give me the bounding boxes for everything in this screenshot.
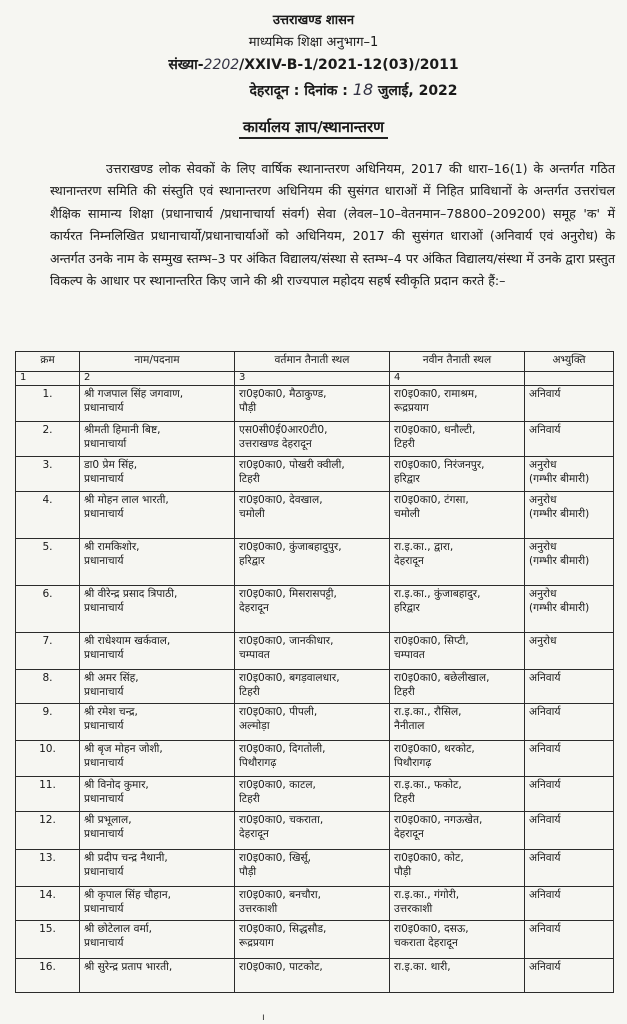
remark-cell [525,777,614,812]
table-row [16,457,614,492]
current-school: रा0इ0का0, काटल, [239,779,316,791]
new-posting-cell [390,704,525,741]
person-name: श्री बृज मोहन जोशी, [84,743,163,755]
current-district: चम्पावत [239,649,270,661]
current-district: देहरादून [239,602,269,614]
remark-cell [525,386,614,422]
remark-type: अनिवार्य [529,706,561,718]
new-district: टिहरी [394,438,415,450]
new-school: रा0इ0का0, निरंजनपुर, [394,459,485,471]
serial-cell [16,422,80,457]
current-posting-cell [235,539,390,586]
new-school: रा0इ0का0, रामाश्रम, [394,388,478,400]
serial-number: 6. [42,588,53,600]
current-posting-cell [235,386,390,422]
current-school: रा0इ0का0, बनचौरा, [239,889,321,901]
current-posting-cell [235,741,390,777]
table-row [16,850,614,887]
current-posting-cell [235,422,390,457]
order-number-line [0,55,627,74]
new-posting-cell [390,386,525,422]
designation: प्रधानाचार्य [84,555,124,567]
date-suffix: जुलाई, 2022 [378,83,458,99]
column-number-row [16,372,614,386]
new-posting-cell [390,539,525,586]
current-school: रा0इ0का0, कुंजाबहादुपुर, [239,541,342,553]
serial-number: 11. [39,779,56,791]
header-serial: क्रम [16,352,80,372]
serial-cell [16,386,80,422]
table-row [16,386,614,422]
name-cell [80,539,235,586]
current-school: रा0इ0का0, मैठाकुण्ड, [239,388,327,400]
name-cell [80,492,235,539]
new-school: रा0इ0का0, थरकोट, [394,743,475,755]
new-district: टिहरी [394,793,415,805]
person-name: श्री विनोद कुमार, [84,779,149,791]
new-district: नैनीताल [394,720,425,732]
serial-number: 9. [42,706,53,718]
person-name: श्री सुरेन्द्र प्रताप भारती, [84,961,173,973]
remark-cell [525,741,614,777]
remark-cell [525,887,614,921]
table-row [16,586,614,633]
remark-type: अनिवार्य [529,889,561,901]
order-suffix: /XXIV-B-1/2021-12(03)/2011 [239,57,459,73]
serial-number: 10. [39,743,56,755]
subject-heading [0,117,627,137]
transfer-table [15,351,614,993]
current-posting-cell [235,670,390,704]
new-school: रा0इ0का0, धनौल्टी, [394,424,476,436]
col-number [525,372,614,386]
designation: प्रधानाचार्य [84,686,124,698]
current-posting-cell [235,457,390,492]
current-school: रा0इ0का0, चकराता, [239,814,324,826]
subject-text: कार्यालय ज्ञाप/स्थानान्तरण [239,118,388,139]
serial-cell [16,704,80,741]
remark-cell [525,492,614,539]
current-district: देहरादून [239,828,269,840]
designation: प्रधानाचार्य [84,866,124,878]
person-name: श्री छोटेलाल वर्मा, [84,923,152,935]
person-name: श्री वीरेन्द्र प्रसाद त्रिपाठी, [84,588,178,600]
header-name: नाम/पदनाम [80,352,235,372]
department-section: माध्यमिक शिक्षा अनुभाग–1 [248,35,379,50]
remark-cell [525,457,614,492]
current-posting-cell [235,704,390,741]
serial-number: 5. [42,541,53,553]
name-cell [80,704,235,741]
current-school: रा0इ0का0, जानकीधार, [239,635,334,647]
person-name: श्री रामकिशोर, [84,541,140,553]
header-current-posting: वर्तमान तैनाती स्थल [235,352,390,372]
new-posting-cell [390,586,525,633]
new-district: पिथौरागढ़ [394,757,432,769]
serial-cell [16,539,80,586]
designation: प्रधानाचार्य [84,793,124,805]
current-posting-cell [235,812,390,850]
new-posting-cell [390,959,525,993]
designation: प्रधानाचार्य [84,937,124,949]
current-posting-cell [235,586,390,633]
table-row [16,633,614,670]
remark-type: अनुरोध [529,541,557,553]
remark-type: अनिवार्य [529,388,561,400]
new-district: टिहरी [394,686,415,698]
designation: प्रधानाचार्य [84,402,124,414]
remark-type: अनिवार्य [529,779,561,791]
serial-number: 2. [42,424,53,436]
table-row [16,422,614,457]
new-school: रा0इ0का0, दसऊ, [394,923,469,935]
remark-type: अनिवार्य [529,672,561,684]
current-school: रा0इ0का0, देवखाल, [239,494,323,506]
remark-cell [525,422,614,457]
new-district: चमोली [394,508,420,520]
table-row [16,777,614,812]
serial-cell [16,887,80,921]
table-row [16,812,614,850]
new-school: रा.इ.का., फकोट, [394,779,462,791]
serial-number: 13. [39,852,56,864]
col-number: 1 [16,372,80,386]
date-day: 18 [352,80,374,99]
designation: प्रधानाचार्या [84,438,127,450]
current-district: टिहरी [239,473,260,485]
name-cell [80,670,235,704]
person-name: श्री राधेश्याम खर्कवाल, [84,635,171,647]
current-district: अल्मोड़ा [239,720,270,732]
current-school: एस0सी0ई0आर0टी0, [239,424,328,436]
current-district: उत्तराखण्ड देहरादून [239,438,312,450]
person-name: श्री अमर सिंह, [84,672,139,684]
remark-type: अनुरोध [529,635,557,647]
person-name: श्री गजपाल सिंह जगवाण, [84,388,184,400]
name-cell [80,386,235,422]
serial-number: 16. [39,961,56,973]
table-row [16,959,614,993]
remark-type: अनिवार्य [529,852,561,864]
current-district: रूद्रप्रयाग [239,937,274,949]
remark-type: अनुरोध [529,494,557,506]
name-cell [80,921,235,959]
serial-number: 12. [39,814,56,826]
current-district: उत्तरकाशी [239,903,278,915]
new-district: हरिद्वार [394,602,420,614]
new-district: चकराता देहरादून [394,937,458,949]
table-row [16,492,614,539]
name-cell [80,422,235,457]
new-posting-cell [390,741,525,777]
designation: प्रधानाचार्य [84,828,124,840]
serial-cell [16,633,80,670]
col-number: 2 [80,372,235,386]
new-school: रा0इ0का0, सिप्टी, [394,635,469,647]
new-posting-cell [390,457,525,492]
person-name: डा0 प्रेम सिंह, [84,459,138,471]
remark-type: अनिवार्य [529,961,561,973]
current-school: रा0इ0का0, सिद्धसौड, [239,923,327,935]
remark-type: अनुरोध [529,588,557,600]
name-cell [80,741,235,777]
table-row [16,539,614,586]
current-posting-cell [235,633,390,670]
remark-reason: (गम्भीर बीमारी) [529,508,590,520]
current-district: पौड़ी [239,866,257,878]
designation: प्रधानाचार्य [84,649,124,661]
current-posting-cell [235,492,390,539]
current-posting-cell [235,921,390,959]
new-district: देहरादून [394,828,424,840]
new-posting-cell [390,921,525,959]
remark-type: अनिवार्य [529,424,561,436]
designation: प्रधानाचार्य [84,473,124,485]
serial-cell [16,777,80,812]
current-district: टिहरी [239,793,260,805]
new-district: रूद्रप्रयाग [394,402,429,414]
serial-cell [16,741,80,777]
new-district: चम्पावत [394,649,425,661]
designation: प्रधानाचार्य [84,720,124,732]
new-school: रा.इ.का., कुंजाबहादुर, [394,588,481,600]
name-cell [80,777,235,812]
name-cell [80,586,235,633]
new-school: रा0इ0का0, कोट, [394,852,464,864]
remark-cell [525,850,614,887]
person-name: श्री कृपाल सिंह चौहान, [84,889,172,901]
table-row [16,887,614,921]
new-school: रा0इ0का0, टंगसा, [394,494,469,506]
table-row [16,921,614,959]
serial-number: 1. [42,388,53,400]
new-district: हरिद्वार [394,473,420,485]
current-district: चमोली [239,508,265,520]
table-row [16,670,614,704]
name-cell [80,633,235,670]
table-header-row [16,352,614,372]
serial-cell [16,959,80,993]
current-school: रा0इ0का0, पोखरी क्वीली, [239,459,345,471]
current-posting-cell [235,850,390,887]
current-posting-cell [235,887,390,921]
current-posting-cell [235,959,390,993]
serial-cell [16,457,80,492]
new-posting-cell [390,422,525,457]
remark-cell [525,539,614,586]
remark-reason: (गम्भीर बीमारी) [529,555,590,567]
serial-number: 14. [39,889,56,901]
date-line [40,80,627,100]
remark-cell [525,704,614,741]
remark-type: अनिवार्य [529,923,561,935]
new-school: रा.इ.का., रौसिल, [394,706,462,718]
new-school: रा.इ.का., गंगोरी, [394,889,460,901]
name-cell [80,457,235,492]
current-school: रा0इ0का0, पीपली, [239,706,318,718]
designation: प्रधानाचार्य [84,602,124,614]
serial-cell [16,812,80,850]
new-posting-cell [390,777,525,812]
serial-number: 7. [42,635,53,647]
remark-cell [525,586,614,633]
serial-cell [16,492,80,539]
remark-type: अनुरोध [529,459,557,471]
current-school: रा0इ0का0, दिगतोली, [239,743,326,755]
current-school: रा0इ0का0, बगड़वालधार, [239,672,340,684]
new-district: पौड़ी [394,866,412,878]
table-row [16,741,614,777]
name-cell [80,887,235,921]
name-cell [80,812,235,850]
remark-reason: (गम्भीर बीमारी) [529,602,590,614]
paragraph-text: उत्तराखण्ड लोक सेवकों के लिए वार्षिक स्थानान्तरण अधिनियम, 2017 की धारा–16(1) के अन्तर्गत गठित स्थानान्तरण समिति की संस्तुति एवं स्थानान्तरण अधिनियम की सुसंगत धाराओं में निहित प्राविधानों के अन्तर्गत उत्तरांचल शैक्षिक सामान्य शिक्षा (प्रधानाचार्य /प्रधानाचार्या संवर्ग) सेवा (लेवल–10–वेतनमान–78800–209200) समूह 'क' में कार्यरत निम्नलिखित प्रधानाचार्यो/प्रधानाचार्याओं को अधिनियम, 2017 की सुसंगत धाराओं (अनिवार्य एवं अनुरोध) के अन्तर्गत उनके नाम के सम्मुख स्तम्भ–3 पर अंकित विद्यालय/संस्था से स्तम्भ–4 पर अंकित विद्यालय/संस्था में उनके द्वारा प्रस्तुत विकल्प के आधार पर स्थानान्तरित किए जाने की श्री राज्यपाल महोदय सहर्ष स्वीकृति प्रदान करते हैं:– [50,161,615,289]
name-cell [80,850,235,887]
remark-cell [525,633,614,670]
new-posting-cell [390,670,525,704]
person-name: श्री मोहन लाल भारती, [84,494,169,506]
new-school: रा0इ0का0, बछेलीखाल, [394,672,490,684]
serial-number: 15. [39,923,56,935]
current-district: पिथौरागढ़ [239,757,277,769]
new-district: देहरादून [394,555,424,567]
current-school: रा0इ0का0, मिसरासपट्टी, [239,588,337,600]
serial-number: 4. [42,494,53,506]
designation: प्रधानाचार्य [84,508,124,520]
designation: प्रधानाचार्य [84,903,124,915]
page-mark: ı [262,1012,265,1023]
remark-cell [525,812,614,850]
serial-number: 8. [42,672,53,684]
new-posting-cell [390,492,525,539]
name-cell [80,959,235,993]
order-number: 2202 [203,57,240,73]
header-remarks: अभ्युक्ति [525,352,614,372]
serial-cell [16,850,80,887]
remark-type: अनिवार्य [529,814,561,826]
new-school: रा.इ.का. थारी, [394,961,451,973]
new-posting-cell [390,633,525,670]
table-body [16,386,614,993]
new-school: रा.इ.का., द्वारा, [394,541,454,553]
new-district: उत्तरकाशी [394,903,433,915]
col-number: 4 [390,372,525,386]
date-prefix: देहरादून : दिनांक : [249,83,348,99]
remark-cell [525,670,614,704]
remark-type: अनिवार्य [529,743,561,755]
serial-cell [16,921,80,959]
new-posting-cell [390,850,525,887]
serial-number: 3. [42,459,53,471]
new-posting-cell [390,812,525,850]
person-name: श्री प्रदीप चन्द्र नैथानी, [84,852,168,864]
current-school: रा0इ0का0, खिर्सू, [239,852,312,864]
current-district: टिहरी [239,686,260,698]
serial-cell [16,670,80,704]
person-name: श्री रमेश चन्द्र, [84,706,138,718]
current-school: रा0इ0का0, पाटकोट, [239,961,323,973]
designation: प्रधानाचार्य [84,757,124,769]
serial-cell [16,586,80,633]
header-new-posting: नवीन तैनाती स्थल [390,352,525,372]
table-row [16,704,614,741]
col-number: 3 [235,372,390,386]
remark-cell [525,921,614,959]
current-district: पौड़ी [239,402,257,414]
person-name: श्रीमती हिमानी बिष्ट, [84,424,161,436]
order-prefix: संख्या- [168,57,204,73]
person-name: श्री प्रभूलाल, [84,814,132,826]
new-school: रा0इ0का0, नगऊखेत, [394,814,483,826]
government-name: उत्तराखण्ड शासन [272,13,355,28]
remark-reason: (गम्भीर बीमारी) [529,473,590,485]
new-posting-cell [390,887,525,921]
remark-cell [525,959,614,993]
current-posting-cell [235,777,390,812]
current-district: हरिद्वार [239,555,265,567]
order-paragraph [50,158,615,292]
